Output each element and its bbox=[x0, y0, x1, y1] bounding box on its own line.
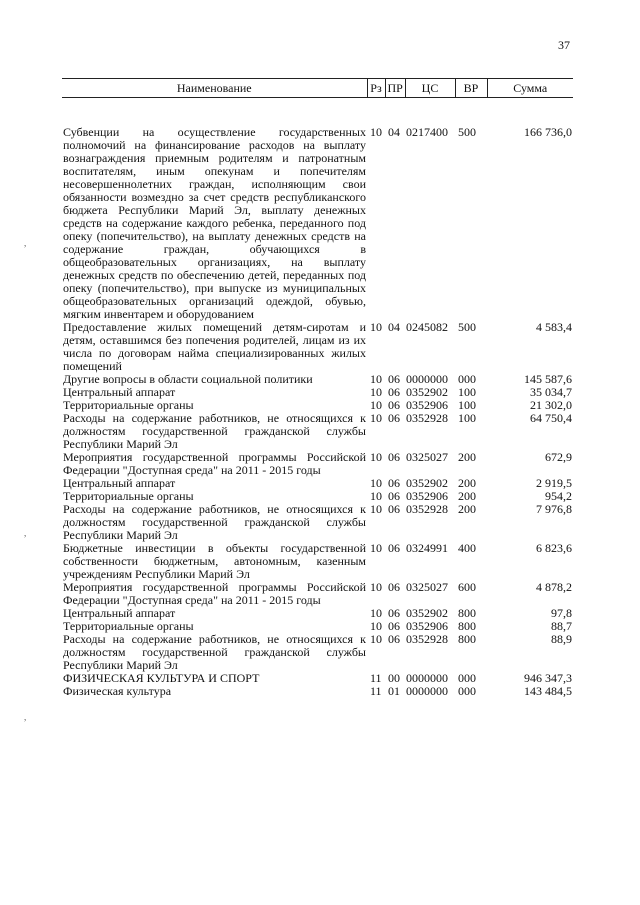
table-row bbox=[62, 412, 573, 451]
cell-cs: 0352906 bbox=[406, 619, 448, 633]
cell-name: Другие вопросы в области социальной политики bbox=[63, 372, 313, 386]
cell-vr: 000 bbox=[458, 684, 476, 698]
cell-name: Территориальные органы bbox=[63, 398, 194, 412]
table-row bbox=[62, 451, 573, 477]
cell-sum: 21 302,0 bbox=[530, 398, 572, 412]
cell-vr: 800 bbox=[458, 606, 476, 620]
cell-vr: 500 bbox=[458, 320, 476, 334]
table-row bbox=[62, 98, 573, 322]
cell-name: Расходы на содержание работников, не относящихся к должностям государственной гражданской службы Республики Марий Эл bbox=[63, 502, 366, 542]
cell-sum: 4 878,2 bbox=[536, 580, 572, 594]
cell-pr: 06 bbox=[388, 580, 400, 594]
cell-cs: 0245082 bbox=[406, 320, 448, 334]
cell-sum: 64 750,4 bbox=[530, 411, 572, 425]
cell-rz: 10 bbox=[370, 502, 382, 516]
cell-cs: 0324991 bbox=[406, 541, 448, 555]
cell-rz: 11 bbox=[370, 671, 382, 685]
cell-sum: 35 034,7 bbox=[530, 385, 572, 399]
cell-vr: 800 bbox=[458, 632, 476, 646]
cell-pr: 06 bbox=[388, 502, 400, 516]
cell-pr: 06 bbox=[388, 619, 400, 633]
cell-vr: 200 bbox=[458, 450, 476, 464]
cell-name: Центральный аппарат bbox=[63, 385, 176, 399]
page-number: 37 bbox=[558, 38, 570, 52]
cell-sum: 143 484,5 bbox=[524, 684, 572, 698]
cell-cs: 0000000 bbox=[406, 684, 448, 698]
cell-sum: 954,2 bbox=[545, 489, 572, 503]
cell-name: Бюджетные инвестиции в объекты государственной собственности бюджетным, автономным, казенным учреждениям Республики Марий Эл bbox=[63, 541, 366, 581]
table-row bbox=[62, 633, 573, 672]
cell-pr: 06 bbox=[388, 411, 400, 425]
cell-vr: 200 bbox=[458, 476, 476, 490]
cell-rz: 10 bbox=[370, 450, 382, 464]
cell-pr: 06 bbox=[388, 450, 400, 464]
cell-vr: 500 bbox=[458, 125, 476, 139]
cell-name: Мероприятия государственной программы Российской Федерации "Доступная среда" на 2011 - 2015 годы bbox=[63, 580, 366, 607]
cell-cs: 0352902 bbox=[406, 385, 448, 399]
cell-name: Центральный аппарат bbox=[63, 476, 176, 490]
header-pr: ПР bbox=[385, 79, 405, 98]
cell-pr: 06 bbox=[388, 372, 400, 386]
table-header bbox=[62, 79, 573, 98]
table-row bbox=[62, 581, 573, 607]
cell-pr: 04 bbox=[388, 320, 400, 334]
cell-sum: 4 583,4 bbox=[536, 320, 572, 334]
cell-cs: 0000000 bbox=[406, 372, 448, 386]
cell-vr: 200 bbox=[458, 502, 476, 516]
cell-sum: 166 736,0 bbox=[524, 125, 572, 139]
cell-name: Территориальные органы bbox=[63, 619, 194, 633]
cell-name: Расходы на содержание работников, не относящихся к должностям государственной гражданской службы Республики Марий Эл bbox=[63, 411, 366, 451]
cell-pr: 06 bbox=[388, 489, 400, 503]
cell-vr: 200 bbox=[458, 489, 476, 503]
cell-vr: 100 bbox=[458, 385, 476, 399]
margin-mark: , bbox=[24, 528, 27, 538]
cell-rz: 10 bbox=[370, 606, 382, 620]
cell-name: Мероприятия государственной программы Российской Федерации "Доступная среда" на 2011 - 2015 годы bbox=[63, 450, 366, 477]
cell-pr: 04 bbox=[388, 125, 400, 139]
cell-name: Субвенции на осуществление государственных полномочий на финансирование расходов на выплату вознаграждения приемным родителям и патронатным воспитателям, иным опекунам и попечителям несовершеннолетних граждан, исполняющим свои обязанности возмездно за счет средств республиканского бюджета Республики Марий Эл, выплату денежных средств на содержание каждого ребенка, переданного под опеку (попечительство), на выплату денежных средств на содержание граждан, обучающихся в общеобразовательных организациях, на выплату денежных средств по обеспечению детей, переданных под опеку (попечительство), при выпуске из муниципальных общеобразовательных организаций одеждой, обувью, мягким инвентарем и оборудованием bbox=[63, 125, 366, 321]
cell-pr: 06 bbox=[388, 541, 400, 555]
cell-cs: 0352902 bbox=[406, 476, 448, 490]
cell-rz: 10 bbox=[370, 398, 382, 412]
table-row bbox=[62, 685, 573, 698]
cell-sum: 946 347,3 bbox=[524, 671, 572, 685]
table-body bbox=[62, 98, 573, 699]
cell-cs: 0352928 bbox=[406, 502, 448, 516]
cell-sum: 2 919,5 bbox=[536, 476, 572, 490]
cell-cs: 0352928 bbox=[406, 411, 448, 425]
cell-sum: 88,7 bbox=[551, 619, 572, 633]
cell-name: Предоставление жилых помещений детям-сиротам и детям, оставшимся без попечения родителей, лицам из их числа по договорам найма специализированных жилых помещений bbox=[63, 320, 366, 373]
cell-sum: 672,9 bbox=[545, 450, 572, 464]
cell-cs: 0000000 bbox=[406, 671, 448, 685]
cell-rz: 10 bbox=[370, 411, 382, 425]
cell-rz: 10 bbox=[370, 541, 382, 555]
budget-table bbox=[62, 78, 573, 698]
cell-vr: 000 bbox=[458, 372, 476, 386]
header-cs: ЦС bbox=[405, 79, 455, 98]
cell-rz: 10 bbox=[370, 580, 382, 594]
cell-rz: 10 bbox=[370, 320, 382, 334]
cell-rz: 10 bbox=[370, 125, 382, 139]
cell-name: Физическая культура bbox=[63, 684, 172, 698]
cell-sum: 97,8 bbox=[551, 606, 572, 620]
header-vr: ВР bbox=[455, 79, 487, 98]
cell-cs: 0352906 bbox=[406, 489, 448, 503]
cell-sum: 6 823,6 bbox=[536, 541, 572, 555]
cell-vr: 600 bbox=[458, 580, 476, 594]
cell-pr: 06 bbox=[388, 606, 400, 620]
margin-mark: , bbox=[24, 238, 27, 248]
cell-sum: 7 976,8 bbox=[536, 502, 572, 516]
cell-rz: 10 bbox=[370, 385, 382, 399]
cell-pr: 00 bbox=[388, 671, 400, 685]
cell-pr: 06 bbox=[388, 398, 400, 412]
cell-vr: 100 bbox=[458, 398, 476, 412]
cell-rz: 10 bbox=[370, 476, 382, 490]
cell-sum: 145 587,6 bbox=[524, 372, 572, 386]
cell-rz: 11 bbox=[370, 684, 382, 698]
margin-mark: , bbox=[24, 712, 27, 722]
cell-pr: 06 bbox=[388, 476, 400, 490]
table-row bbox=[62, 503, 573, 542]
header-rz: Рз bbox=[367, 79, 385, 98]
cell-rz: 10 bbox=[370, 489, 382, 503]
cell-vr: 100 bbox=[458, 411, 476, 425]
cell-cs: 0352928 bbox=[406, 632, 448, 646]
cell-rz: 10 bbox=[370, 372, 382, 386]
cell-cs: 0217400 bbox=[406, 125, 448, 139]
cell-cs: 0352906 bbox=[406, 398, 448, 412]
table-row bbox=[62, 542, 573, 581]
header-sum: Сумма bbox=[487, 79, 573, 98]
cell-pr: 01 bbox=[388, 684, 400, 698]
cell-sum: 88,9 bbox=[551, 632, 572, 646]
cell-rz: 10 bbox=[370, 619, 382, 633]
cell-name: Расходы на содержание работников, не относящихся к должностям государственной гражданской службы Республики Марий Эл bbox=[63, 632, 366, 672]
cell-vr: 800 bbox=[458, 619, 476, 633]
cell-rz: 10 bbox=[370, 632, 382, 646]
cell-cs: 0352902 bbox=[406, 606, 448, 620]
cell-name: Центральный аппарат bbox=[63, 606, 176, 620]
cell-cs: 0325027 bbox=[406, 450, 448, 464]
cell-vr: 400 bbox=[458, 541, 476, 555]
table-row bbox=[62, 321, 573, 373]
cell-name: ФИЗИЧЕСКАЯ КУЛЬТУРА И СПОРТ bbox=[63, 671, 260, 685]
cell-vr: 000 bbox=[458, 671, 476, 685]
cell-name: Территориальные органы bbox=[63, 489, 194, 503]
cell-pr: 06 bbox=[388, 385, 400, 399]
cell-cs: 0325027 bbox=[406, 580, 448, 594]
header-name: Наименование bbox=[62, 79, 367, 98]
cell-pr: 06 bbox=[388, 632, 400, 646]
